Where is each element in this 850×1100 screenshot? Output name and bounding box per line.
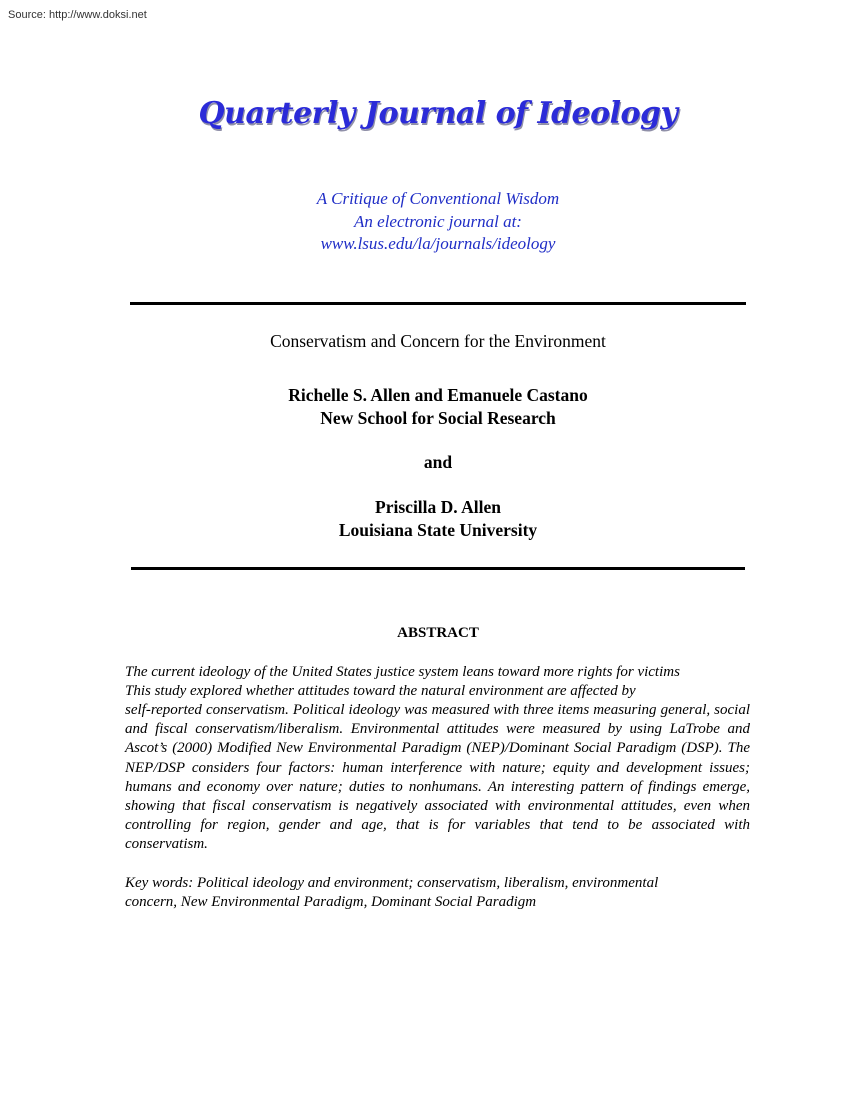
author-conjunction: and (423, 452, 453, 472)
journal-url[interactable]: www.lsus.edu/la/journals/ideology (320, 234, 556, 253)
keywords-line: concern, New Environmental Paradigm, Dominant Social Paradigm (125, 894, 537, 910)
author-names: Priscilla D. Allen (375, 497, 501, 517)
journal-tagline (0, 188, 850, 256)
author-affiliation: Louisiana State University (338, 519, 538, 540)
journal-title: Quarterly Journal of Ideology (198, 96, 678, 131)
abstract-intro (125, 663, 755, 701)
abstract-line: This study explored whether attitudes toward the natural environment are affected by (125, 683, 636, 699)
author-block-2 (0, 496, 850, 541)
keywords-line: Key words: Political ideology and environment; conservatism, liberalism, environmental (125, 875, 659, 891)
abstract-body: self-reported conservatism. Political ideology was measured with three items measuring general, social and fiscal conservatism/liberalism. Environmental attitudes were measured by using LaTrobe and Ascot’s (2000) Modified New Environmental Paradigm (NEP)/Dominant Social Paradigm (DSP). The NEP/DSP considers four factors: human interference with nature; equity and development issues; humans and economy over nature; duties to nonhumans. An interesting pattern of findings emerge, showing that fiscal conservatism is negatively associated with environmental attitudes, even when controlling for region, gender and age, that is for variables that tend to be associated with conservatism. (125, 702, 750, 853)
author-names: Richelle S. Allen and Emanuele Castano (288, 385, 588, 405)
keywords (125, 874, 750, 912)
divider-bottom (131, 567, 745, 570)
article-title: Conservatism and Concern for the Environment (270, 331, 606, 351)
abstract-heading: ABSTRACT (397, 625, 479, 641)
tagline-line: An electronic journal at: (354, 211, 522, 231)
abstract-line: The current ideology of the United States justice system leans toward more rights for victims (125, 664, 680, 680)
author-block-1 (0, 384, 850, 429)
tagline-line: A Critique of Conventional Wisdom (316, 189, 560, 208)
source-watermark: Source: http://www.doksi.net (8, 9, 147, 21)
divider-top (130, 302, 746, 305)
author-affiliation: New School for Social Research (320, 407, 556, 428)
